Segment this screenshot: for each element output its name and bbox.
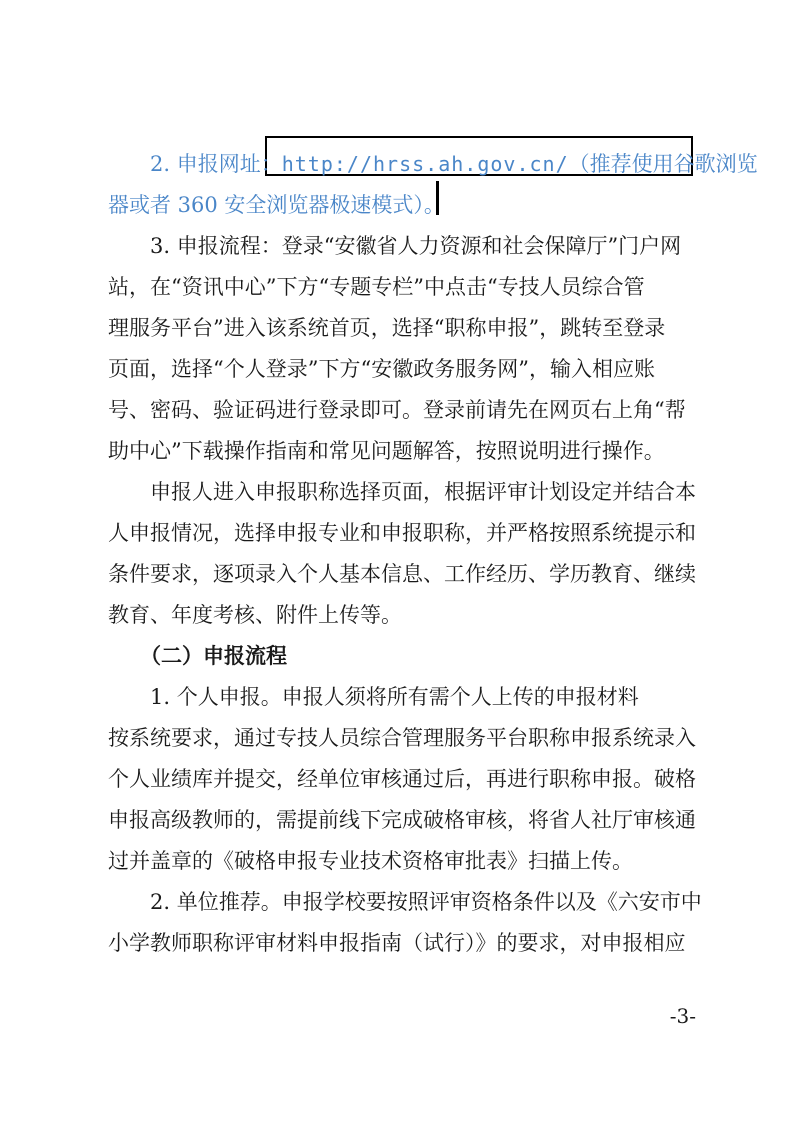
section-2-suffix: （推荐使用谷歌浏览 <box>568 152 758 176</box>
applicant-line: 申报人进入申报职称选择页面，根据评审计划设定并结合本 <box>150 480 696 504</box>
page-number: -3- <box>669 1004 696 1028</box>
applicant-line: 人申报情况，选择申报专业和申报职称，并严格按照系统提示和 <box>108 521 696 545</box>
section-3-line: 助中心”下载操作指南和常见问题解答，按照说明进行操作。 <box>108 439 665 463</box>
section-2-prefix: 2. 申报网址： <box>150 152 282 176</box>
url-link[interactable]: http://hrss.ah.gov.cn/ <box>281 152 569 176</box>
section-heading: （二）申报流程 <box>140 643 287 668</box>
item-1-line: 申报高级教师的，需提前线下完成破格审核，将省人社厅审核通 <box>108 808 696 832</box>
item-2-line: 2. 单位推荐。申报学校要按照评审资格条件以及《六安市中 <box>150 890 702 914</box>
section-3-line: 理服务平台”进入该系统首页，选择“职称申报”，跳转至登录 <box>108 316 666 340</box>
item-1-line: 1. 个人申报。申报人须将所有需个人上传的申报材料 <box>150 685 639 709</box>
applicant-line: 教育、年度考核、附件上传等。 <box>108 603 402 627</box>
item-2-line: 小学教师职称评审材料申报指南（试行）》的要求，对申报相应 <box>108 931 686 955</box>
section-2-line-1 <box>0 149 793 179</box>
section-3-line: 号、密码、验证码进行登录即可。登录前请先在网页右上角“帮 <box>108 398 686 422</box>
item-1-line: 个人业绩库并提交，经单位审核通过后，再进行职称申报。破格 <box>108 767 696 791</box>
section-3-line: 页面，选择“个人登录”下方“安徽政务服务网”，输入相应账 <box>108 357 655 381</box>
item-1-line: 按系统要求，通过专技人员综合管理服务平台职称申报系统录入 <box>108 726 696 750</box>
section-3-line: 3. 申报流程：登录“安徽省人力资源和社会保障厅”门户网 <box>150 234 682 258</box>
item-1-line: 过并盖章的《破格申报专业技术资格审批表》扫描上传。 <box>108 849 633 873</box>
section-2-line-2: 器或者 360 安全浏览器极速模式）。 <box>108 193 445 217</box>
applicant-line: 条件要求，逐项录入个人基本信息、工作经历、学历教育、继续 <box>108 562 696 586</box>
section-3-line: 站，在“资讯中心”下方“专题专栏”中点击“专技人员综合管 <box>108 275 645 299</box>
